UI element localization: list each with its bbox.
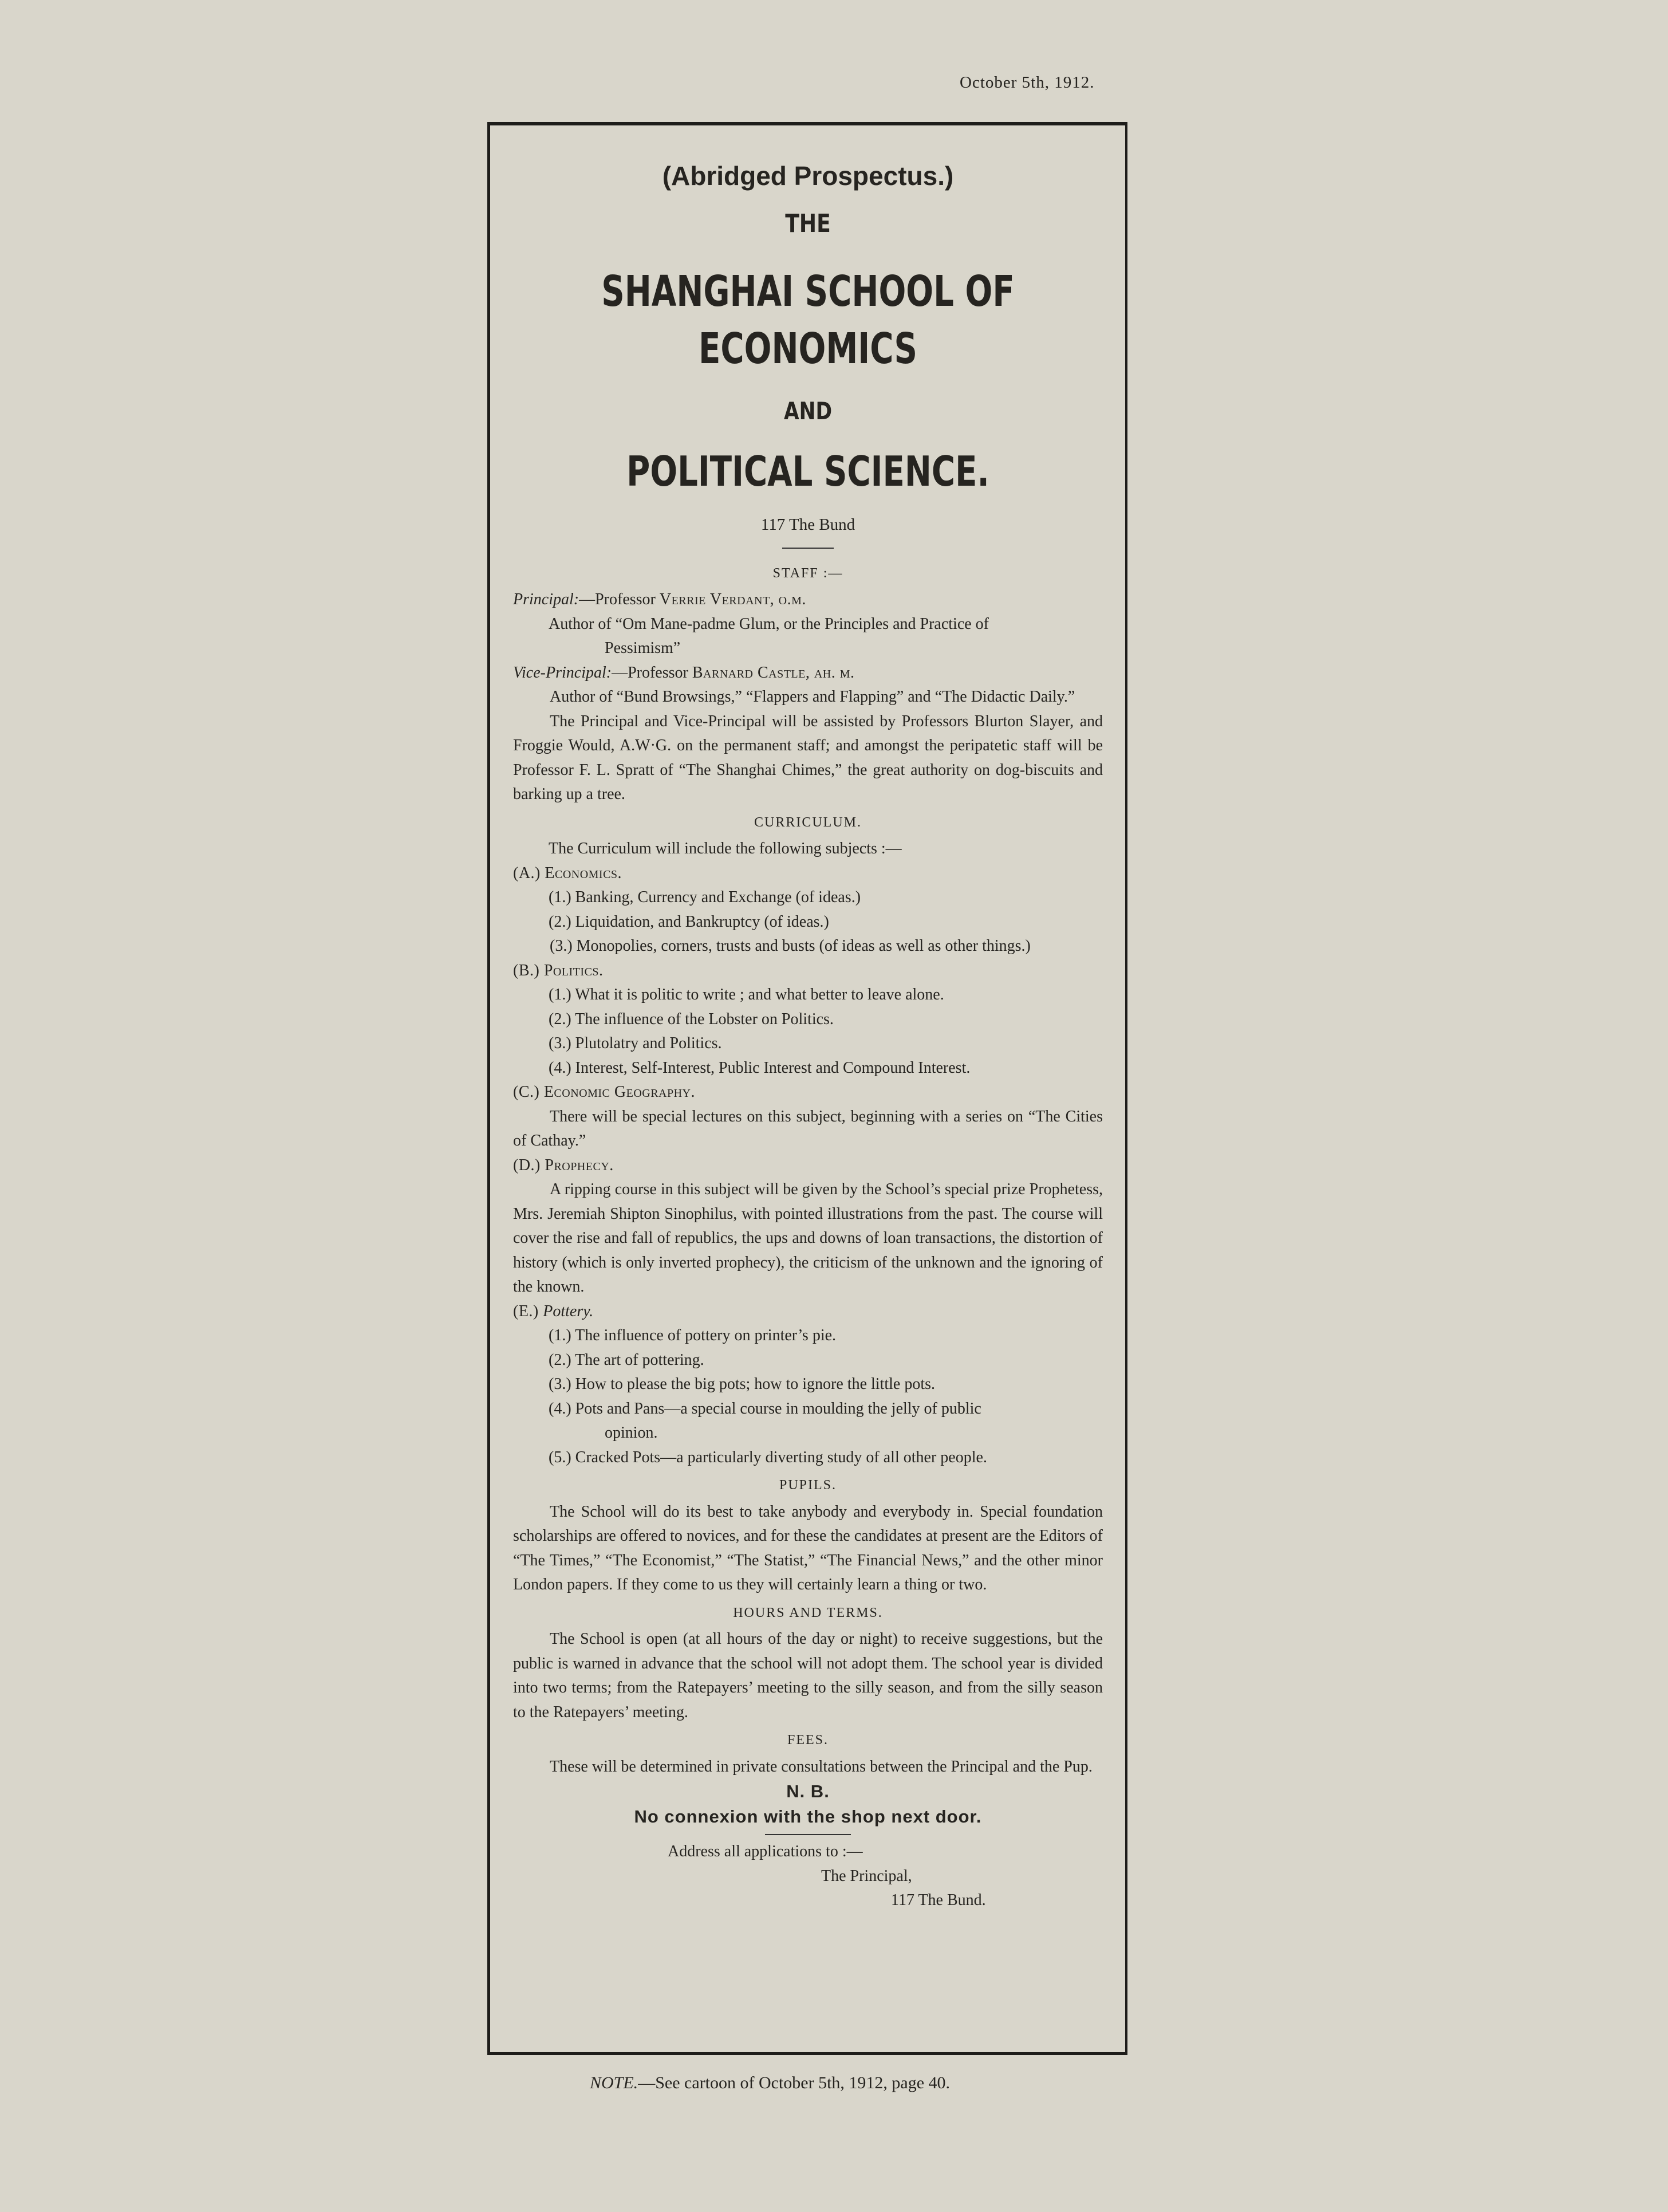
section-e-item-continued: opinion. xyxy=(605,1424,658,1442)
hours-heading: HOURS AND TERMS. xyxy=(733,1605,883,1620)
principal-label: Principal: xyxy=(513,591,579,608)
section-c-text: There will be special lectures on this subject, beginning with a series on “The Cities of Cathay.” xyxy=(513,1107,1103,1150)
section-a-item: (1.) Banking, Currency and Exchange (of ideas.) xyxy=(549,888,861,906)
nb-title: N. B. xyxy=(786,1781,830,1801)
section-d-text: A ripping course in this subject will be given by the School’s special prize Prophetess, Mrs. Jeremiah Shipton Sinophilus, with pointed illustrations from the past. The course will cover the rise and fall of republics, the ups and downs of loan transactions, the distortion of history (which is only inverted prophecy), the criticism of the unknown and the ignoring of the known. xyxy=(513,1180,1103,1296)
section-c-label: (C.) Economic Geography. xyxy=(513,1083,695,1101)
title-school: SHANGHAI SCHOOL OF ECONOMICS xyxy=(601,267,1015,373)
section-b-item: (3.) Plutolatry and Politics. xyxy=(549,1034,722,1052)
vice-principal-author: Author of “Bund Browsings,” “Flappers and Flapping” and “The Didactic Daily.” xyxy=(550,688,1075,706)
pupils-text: The School will do its best to take anybody and everybody in. Special foundation scholarships are offered to novices, and for these the candidates at present are the Editors of “The Times,” “The Economist,” “The Statist,” “The Financial News,” and the other minor London papers. If they come to us they will certainly learn a thing or two. xyxy=(513,1502,1103,1593)
prospectus-content xyxy=(513,148,1103,1913)
divider xyxy=(782,548,834,549)
nb-text: No connexion with the shop next door. xyxy=(634,1806,982,1827)
note-text: —See cartoon of October 5th, 1912, page 40. xyxy=(638,2073,951,2092)
school-address: 117 The Bund xyxy=(760,515,855,534)
address-applications: Address all applications to :— xyxy=(668,1843,863,1860)
issue-date: October 5th, 1912. xyxy=(960,73,1095,92)
fees-text: These will be determined in private consultations between the Principal and the Pup. xyxy=(550,1757,1093,1776)
staff-assist-paragraph: The Principal and Vice-Principal will be assisted by Professors Blurton Slayer, and Froggie Would, A.W·G. on the permanent staff; and amongst the peripatetic staff will be Professor F. L. Spratt of “The Shanghai Chimes,” the great authority on dog-biscuits and barking up a tree. xyxy=(513,712,1103,803)
section-e-label xyxy=(513,1300,1103,1324)
abridged-heading: (Abridged Prospectus.) xyxy=(662,161,954,191)
title-and: AND xyxy=(783,397,833,425)
prospectus-panel xyxy=(487,122,1127,2055)
section-a-item: (2.) Liquidation, and Bankruptcy (of ideas.) xyxy=(549,912,829,931)
section-b-item: (1.) What it is politic to write ; and what better to leave alone. xyxy=(549,986,944,1003)
title-political-science: POLITICAL SCIENCE. xyxy=(626,447,989,495)
principal-prefix: —Professor xyxy=(579,591,660,608)
section-e-item: (5.) Cracked Pots—a particularly diverting study of all other people. xyxy=(549,1448,987,1466)
fees-heading: FEES. xyxy=(787,1733,829,1747)
vice-principal-prefix: —Professor xyxy=(612,663,692,682)
section-d-label: (D.) Prophecy. xyxy=(513,1156,614,1174)
section-e-title: Pottery. xyxy=(543,1302,594,1320)
staff-heading: STAFF :— xyxy=(772,565,843,581)
principal-author-line-2: Pessimism” xyxy=(605,639,681,657)
section-e-item: (3.) How to please the big pots; how to ignore the little pots. xyxy=(549,1375,936,1393)
section-e-item: (2.) The art of pottering. xyxy=(549,1351,704,1369)
address-to: The Principal, xyxy=(821,1867,912,1885)
hours-text: The School is open (at all hours of the day or night) to receive suggestions, but the public is warned in advance that the school will not adopt them. The school year is divided into two terms; from the Ratepayers’ meeting to the silly season, and from the silly season to the Ratepayers’ meeting. xyxy=(513,1630,1103,1721)
section-a-item: (3.) Monopolies, corners, trusts and busts (of ideas as well as other things.) xyxy=(550,937,1031,955)
address-street: 117 The Bund. xyxy=(891,1891,986,1909)
pupils-heading: PUPILS. xyxy=(779,1478,837,1493)
vice-principal-label: Vice-Principal: xyxy=(513,663,612,682)
section-a-label: (A.) Economics. xyxy=(513,864,622,882)
vice-principal-name: Barnard Castle, ah. m. xyxy=(692,663,855,682)
note-label: NOTE. xyxy=(590,2073,638,2092)
section-b-label: (B.) Politics. xyxy=(513,961,604,979)
vice-principal-line xyxy=(513,661,1103,686)
section-e-number: (E.) xyxy=(513,1302,543,1320)
section-e-item: (4.) Pots and Pans—a special course in moulding the jelly of public xyxy=(549,1399,981,1418)
footnote xyxy=(590,2073,1105,2093)
section-b-item: (4.) Interest, Self-Interest, Public Interest and Compound Interest. xyxy=(549,1058,971,1077)
principal-line xyxy=(513,588,1103,612)
curriculum-intro: The Curriculum will include the following subjects :— xyxy=(549,840,902,857)
principal-name: Verrie Verdant, o.m. xyxy=(659,591,806,608)
section-e-item: (1.) The influence of pottery on printer’s pie. xyxy=(549,1327,837,1344)
curriculum-heading: CURRICULUM. xyxy=(754,814,862,830)
principal-author-line-1: Author of “Om Mane-padme Glum, or the Principles and Practice of xyxy=(549,615,989,633)
title-the: THE xyxy=(785,209,831,238)
section-b-item: (2.) The influence of the Lobster on Politics. xyxy=(549,1010,834,1028)
divider xyxy=(765,1834,851,1835)
